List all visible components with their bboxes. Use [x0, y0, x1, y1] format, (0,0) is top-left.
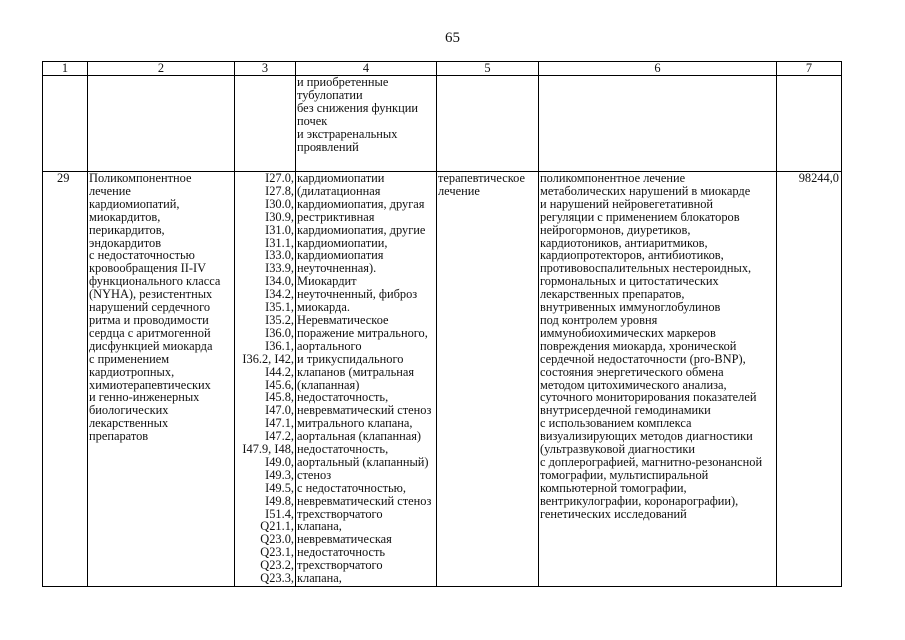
- medical-care-table: [42, 61, 842, 587]
- continuation-row: [43, 76, 842, 172]
- cell-patient-model-continued: и приобретенные тубулопатии без снижения функции почек и экстраренальных проявлений: [296, 76, 437, 172]
- header-col-3: 3: [235, 62, 296, 76]
- cell-empty: [777, 76, 842, 172]
- header-col-6: 6: [539, 62, 777, 76]
- cell-treatment-type: терапевтическое лечение: [437, 172, 539, 587]
- header-col-7: 7: [777, 62, 842, 76]
- page-number: 65: [445, 30, 460, 46]
- cell-empty: [88, 76, 235, 172]
- cell-empty: [539, 76, 777, 172]
- cell-empty: [437, 76, 539, 172]
- header-col-5: 5: [437, 62, 539, 76]
- cell-empty: [43, 76, 88, 172]
- cell-patient-model: кардиомиопатии (дилатационная кардиомиопатия, другая рестриктивная кардиомиопатия, другие кардиомиопатии, кардиомиопатия неуточненная). Миокардит неуточненный, фиброз миокарда. Неревматическое поражение митрального, аортального и трикуспидального клапанов (митральная (клапанная) недостаточность, невревматический стеноз митрального клапана, аортальная (клапанная) недостаточность, аортальный (клапанный) стеноз с недостаточностью, невревматический стеноз трехстворчатого клапана, невревматическая недостаточность трехстворчатого клапана,: [296, 172, 437, 587]
- header-col-4: 4: [296, 62, 437, 76]
- header-col-2: 2: [88, 62, 235, 76]
- table-row-29: [43, 172, 842, 587]
- cell-row-number: 29: [43, 172, 88, 587]
- cell-price: 98244,0: [777, 172, 842, 587]
- cell-empty: [235, 76, 296, 172]
- cell-icd-codes: I27.0, I27.8, I30.0, I30.9, I31.0, I31.1, I33.0, I33.9, I34.0, I34.2, I35.1, I35.2, I36.0, I36.1, I36.2, I42, I44.2, I45.6, I45.8, I47.0, I47.1, I47.2, I47.9, I48, I49.0, I49.3, I49.5, I49.8, I51.4, Q21.1, Q23.0, Q23.1, Q23.2, Q23.3,: [235, 172, 296, 587]
- header-row: [43, 62, 842, 76]
- header-col-1: 1: [43, 62, 88, 76]
- cell-care-name: Поликомпонентное лечение кардиомиопатий, миокардитов, перикардитов, эндокардитов с недостаточностью кровообращения II-IV функционального класса (NYHA), резистентных нарушений сердечного ритма и проводимости сердца с аритмогенной дисфункцией миокарда с применением кардиотропных, химиотерапевтических и генно-инженерных биологических лекарственных препаратов: [88, 172, 235, 587]
- cell-treatment-method: поликомпонентное лечение метаболических нарушений в миокарде и нарушений нейровегетативной регуляции с применением блокаторов нейрогормонов, диуретиков, кардиотоников, антиаритмиков, кардиопротекторов, антибиотиков, противовоспалительных нестероидных, гормональных и цитостатических лекарственных препаратов, внутривенных иммуноглобулинов под контролем уровня иммунобиохимических маркеров повреждения миокарда, хронической сердечной недостаточности (pro-BNP), состояния энергетического обмена методом цитохимического анализа, суточного мониторирования показателей внутрисердечной гемодинамики с использованием комплекса визуализирующих методов диагностики (ультразвуковой диагностики с доплерографией, магнитно-резонансной томографии, мультиспиральной компьютерной томографии, вентрикулографии, коронарографии), генетических исследований: [539, 172, 777, 587]
